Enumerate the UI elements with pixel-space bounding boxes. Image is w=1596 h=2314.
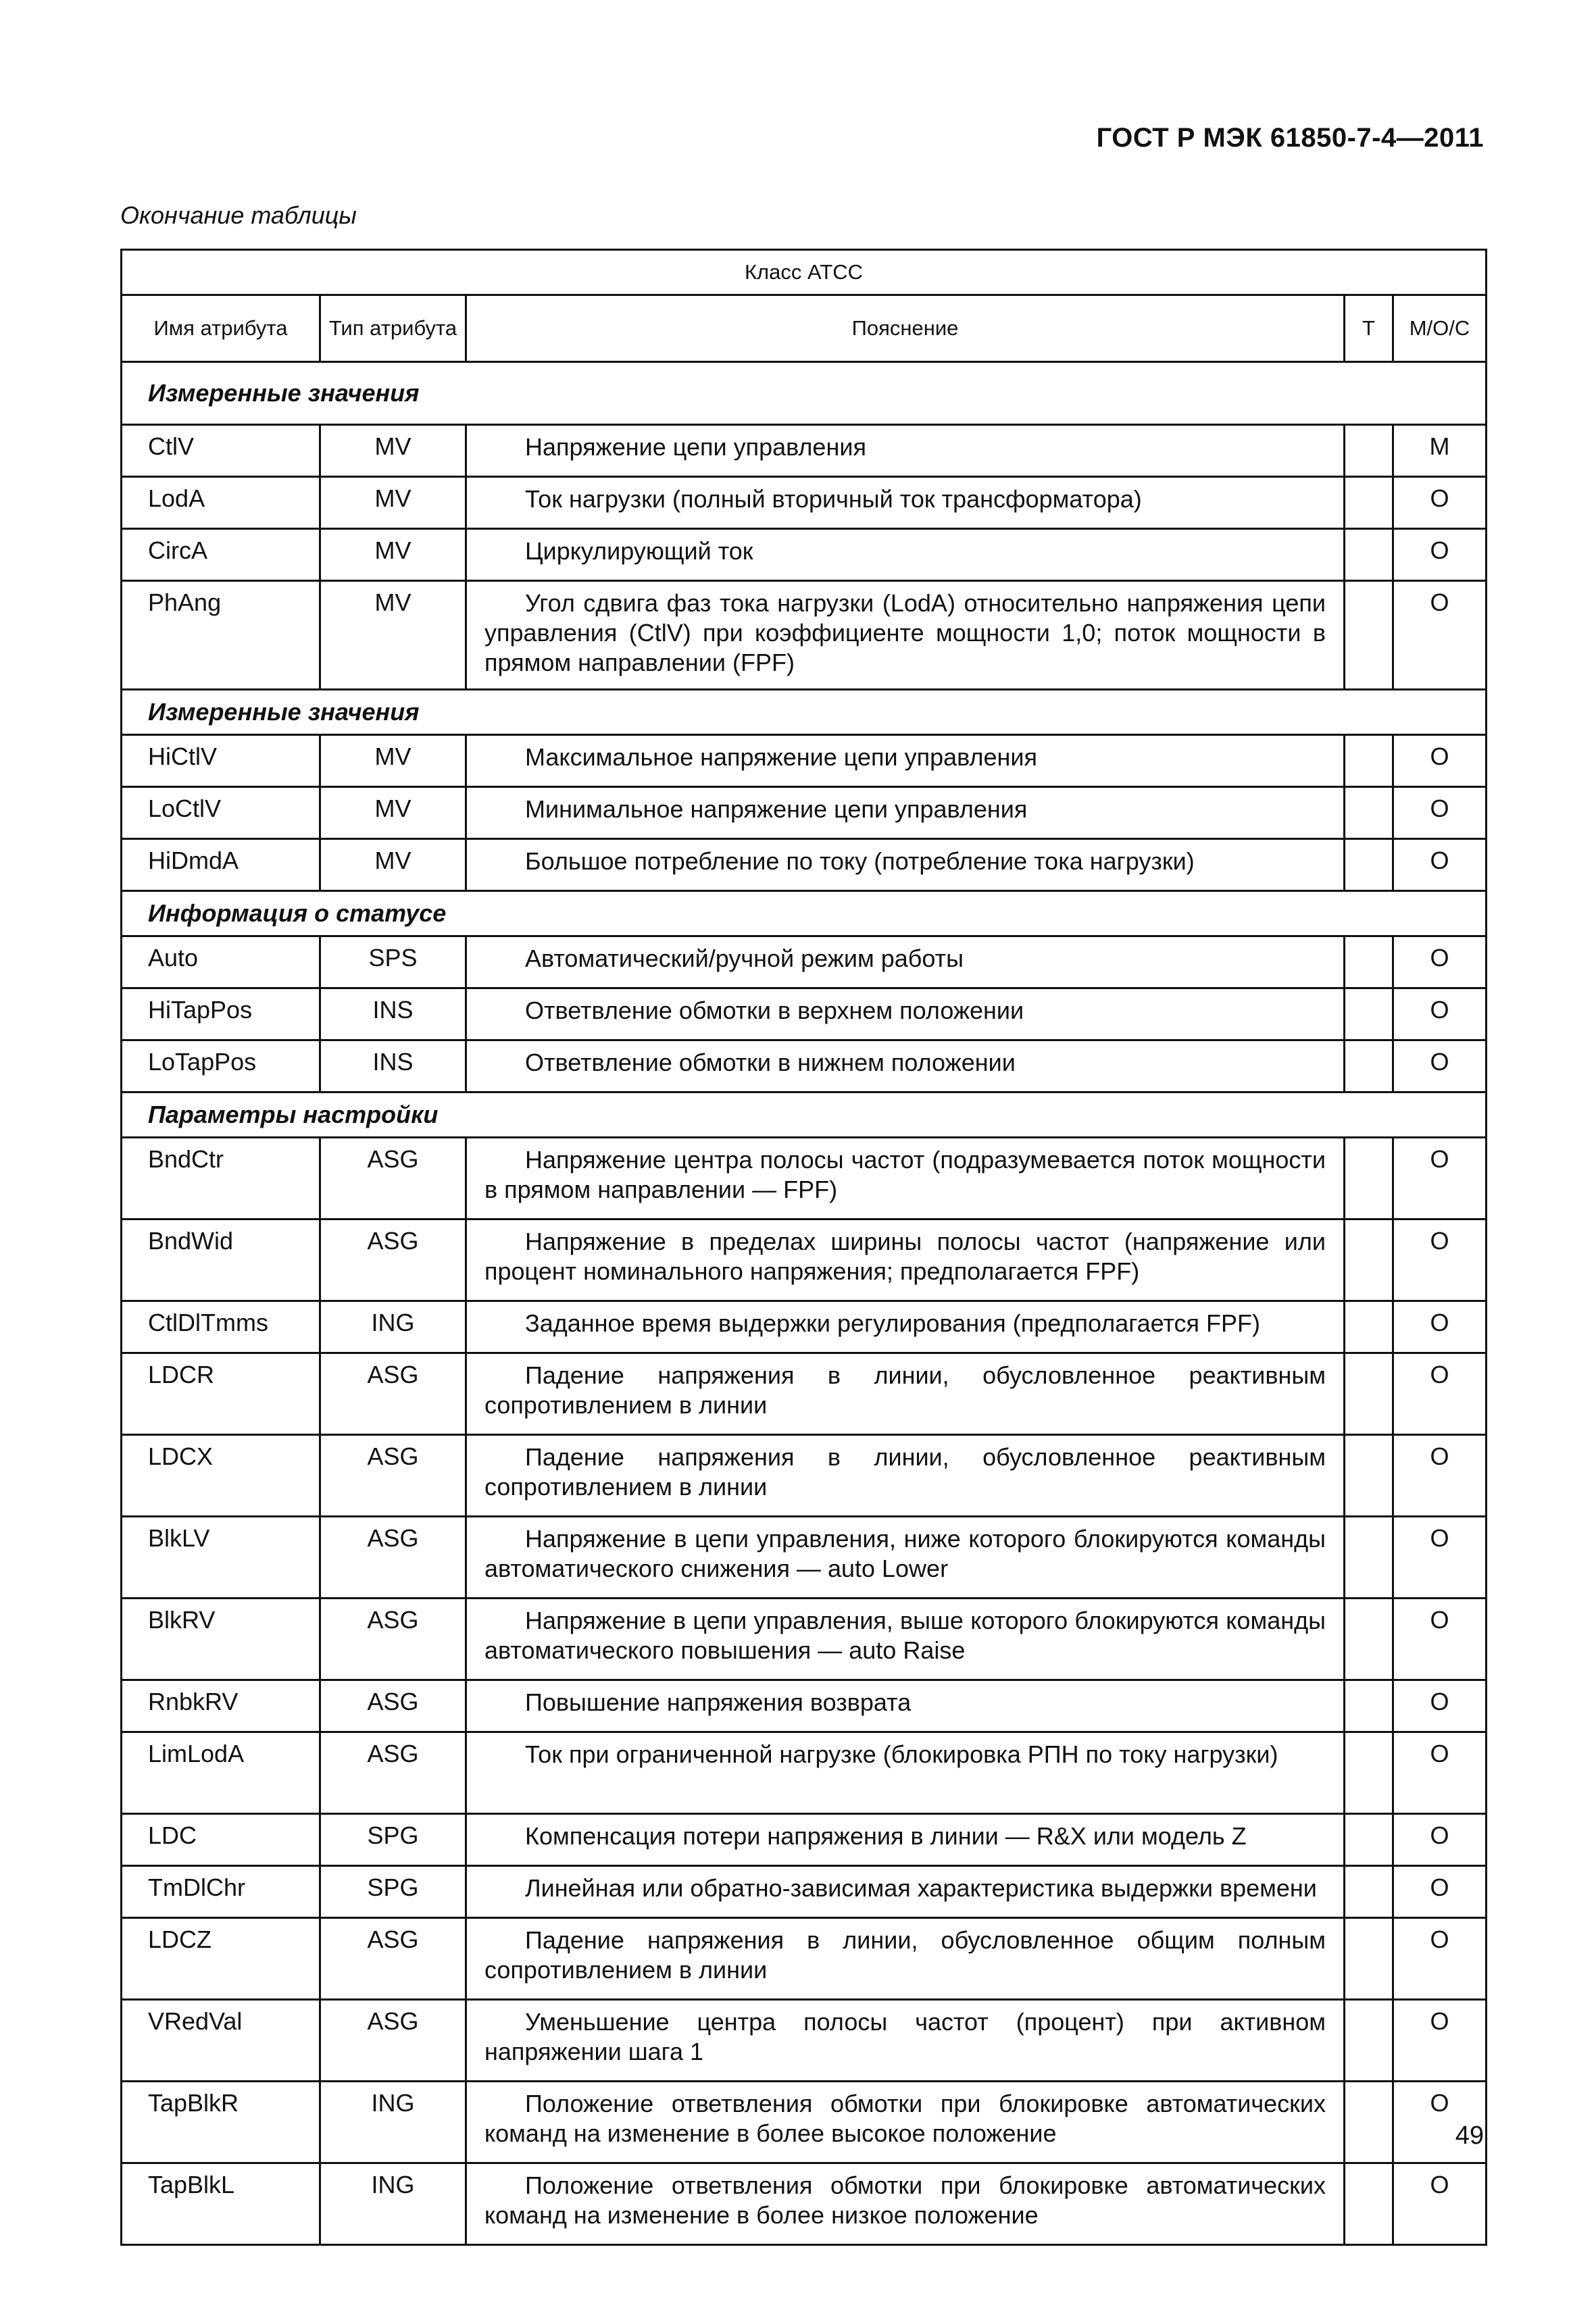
attribute-moc: O bbox=[1393, 1435, 1487, 1517]
attribute-name: LDCZ bbox=[122, 1918, 320, 2000]
attribute-moc: O bbox=[1393, 1599, 1487, 1680]
table-row bbox=[122, 1680, 1487, 1732]
explanation-text: Ответвление обмотки в верхнем положении bbox=[525, 997, 1024, 1024]
table-row bbox=[122, 1138, 1487, 1219]
explanation-text: Повышение напряжения возврата bbox=[525, 1688, 912, 1716]
explanation-text: Напряжение центра полосы частот (подразумевается поток мощности в прямом направлении — FPF) bbox=[484, 1146, 1326, 1203]
attribute-type: MV bbox=[320, 735, 466, 787]
table-row bbox=[122, 1517, 1487, 1599]
attribute-name: LDC bbox=[122, 1814, 320, 1866]
table-row bbox=[122, 735, 1487, 787]
explanation-text: Падение напряжения в линии, обусловленное реактивным сопротивлением в линии bbox=[484, 1443, 1326, 1501]
attribute-t bbox=[1345, 425, 1393, 477]
table-row bbox=[122, 988, 1487, 1040]
attribute-type: ASG bbox=[320, 1599, 466, 1680]
attribute-name: PhAng bbox=[122, 581, 320, 690]
attribute-type: SPS bbox=[320, 936, 466, 988]
attribute-name: BndWid bbox=[122, 1219, 320, 1301]
attribute-explanation bbox=[466, 2000, 1345, 2082]
attribute-moc: O bbox=[1393, 936, 1487, 988]
attribute-explanation bbox=[466, 2163, 1345, 2245]
explanation-text: Падение напряжения в линии, обусловленное общим полным сопротивлением в линии bbox=[484, 1926, 1326, 1984]
col-header-moc: M/O/C bbox=[1393, 295, 1487, 362]
attribute-explanation bbox=[466, 1517, 1345, 1599]
attribute-name: CtlV bbox=[122, 425, 320, 477]
attribute-name: TmDlChr bbox=[122, 1866, 320, 1918]
attribute-t bbox=[1345, 839, 1393, 891]
attribute-t bbox=[1345, 1680, 1393, 1732]
attribute-explanation bbox=[466, 1866, 1345, 1918]
attribute-explanation bbox=[466, 1040, 1345, 1092]
attribute-moc: O bbox=[1393, 1517, 1487, 1599]
attribute-explanation bbox=[466, 1138, 1345, 1219]
attribute-t bbox=[1345, 1301, 1393, 1353]
explanation-text: Компенсация потери напряжения в линии — R&X или модель Z bbox=[525, 1822, 1247, 1850]
attribute-type: ASG bbox=[320, 1353, 466, 1435]
table-row bbox=[122, 1866, 1487, 1918]
attribute-type: SPG bbox=[320, 1866, 466, 1918]
attribute-moc: O bbox=[1393, 1680, 1487, 1732]
attribute-explanation bbox=[466, 2082, 1345, 2163]
attribute-explanation bbox=[466, 1918, 1345, 2000]
explanation-text: Циркулирующий ток bbox=[525, 537, 753, 565]
attribute-type: ASG bbox=[320, 1219, 466, 1301]
attribute-t bbox=[1345, 1814, 1393, 1866]
attribute-explanation bbox=[466, 1599, 1345, 1680]
attribute-t bbox=[1345, 477, 1393, 529]
attribute-name: LoCtlV bbox=[122, 787, 320, 839]
attribute-type: MV bbox=[320, 787, 466, 839]
attribute-name: BlkLV bbox=[122, 1517, 320, 1599]
attribute-name: Auto bbox=[122, 936, 320, 988]
attribute-t bbox=[1345, 735, 1393, 787]
attribute-t bbox=[1345, 1732, 1393, 1814]
attribute-name: CircA bbox=[122, 529, 320, 581]
attribute-moc: O bbox=[1393, 529, 1487, 581]
attribute-type: ASG bbox=[320, 1517, 466, 1599]
section-title: Параметры настройки bbox=[122, 1092, 1487, 1138]
attribute-name: HiTapPos bbox=[122, 988, 320, 1040]
attribute-type: MV bbox=[320, 425, 466, 477]
attribute-type: MV bbox=[320, 581, 466, 690]
attribute-explanation bbox=[466, 787, 1345, 839]
table-row bbox=[122, 2163, 1487, 2245]
table-row bbox=[122, 581, 1487, 690]
explanation-text: Напряжение в цепи управления, выше которого блокируются команды автоматического повышения — auto Raise bbox=[484, 1607, 1326, 1664]
attribute-moc: O bbox=[1393, 581, 1487, 690]
attribute-moc: O bbox=[1393, 1814, 1487, 1866]
attribute-name: LimLodA bbox=[122, 1732, 320, 1814]
attribute-t bbox=[1345, 1353, 1393, 1435]
attribute-moc: O bbox=[1393, 1866, 1487, 1918]
explanation-text: Большое потребление по току (потребление тока нагрузки) bbox=[525, 847, 1195, 875]
attribute-t bbox=[1345, 1599, 1393, 1680]
attribute-type: INS bbox=[320, 1040, 466, 1092]
attribute-explanation bbox=[466, 1680, 1345, 1732]
attribute-moc: O bbox=[1393, 1040, 1487, 1092]
atcc-attribute-table bbox=[120, 249, 1487, 2246]
attribute-t bbox=[1345, 2082, 1393, 2163]
attribute-type: MV bbox=[320, 839, 466, 891]
attribute-moc: O bbox=[1393, 1353, 1487, 1435]
attribute-explanation bbox=[466, 1435, 1345, 1517]
attribute-moc: M bbox=[1393, 425, 1487, 477]
attribute-name: LodA bbox=[122, 477, 320, 529]
attribute-moc: O bbox=[1393, 477, 1487, 529]
explanation-text: Ток нагрузки (полный вторичный ток трансформатора) bbox=[525, 485, 1142, 513]
attribute-name: CtlDlTmms bbox=[122, 1301, 320, 1353]
attribute-name: BlkRV bbox=[122, 1599, 320, 1680]
attribute-name: VRedVal bbox=[122, 2000, 320, 2082]
table-row bbox=[122, 529, 1487, 581]
attribute-moc: O bbox=[1393, 1918, 1487, 2000]
attribute-moc: O bbox=[1393, 839, 1487, 891]
attribute-name: RnbkRV bbox=[122, 1680, 320, 1732]
attribute-name: TapBlkL bbox=[122, 2163, 320, 2245]
explanation-text: Напряжение в пределах ширины полосы частот (напряжение или процент номинального напряжения; предполагается FPF) bbox=[484, 1228, 1326, 1285]
explanation-text: Линейная или обратно-зависимая характеристика выдержки времени bbox=[525, 1874, 1317, 1902]
attribute-t bbox=[1345, 1138, 1393, 1219]
attribute-explanation bbox=[466, 988, 1345, 1040]
attribute-moc: O bbox=[1393, 2000, 1487, 2082]
attribute-type: ASG bbox=[320, 1138, 466, 1219]
col-header-explanation: Пояснение bbox=[466, 295, 1345, 362]
attribute-t bbox=[1345, 1866, 1393, 1918]
attribute-type: ING bbox=[320, 1301, 466, 1353]
attribute-name: HiDmdA bbox=[122, 839, 320, 891]
attribute-name: LoTapPos bbox=[122, 1040, 320, 1092]
attribute-type: MV bbox=[320, 477, 466, 529]
table-row bbox=[122, 1301, 1487, 1353]
attribute-moc: O bbox=[1393, 1219, 1487, 1301]
section-title: Измеренные значения bbox=[122, 690, 1487, 735]
attribute-explanation bbox=[466, 1814, 1345, 1866]
document-header: ГОСТ Р МЭК 61850-7-4—2011 bbox=[1096, 123, 1484, 153]
attribute-moc: O bbox=[1393, 2163, 1487, 2245]
attribute-explanation bbox=[466, 1301, 1345, 1353]
table-row bbox=[122, 1435, 1487, 1517]
col-header-t: T bbox=[1345, 295, 1393, 362]
attribute-moc: O bbox=[1393, 1301, 1487, 1353]
attribute-explanation bbox=[466, 936, 1345, 988]
attribute-t bbox=[1345, 1435, 1393, 1517]
attribute-name: LDCX bbox=[122, 1435, 320, 1517]
table-row bbox=[122, 1918, 1487, 2000]
explanation-text: Падение напряжения в линии, обусловленное реактивным сопротивлением в линии bbox=[484, 1361, 1326, 1419]
table-row bbox=[122, 477, 1487, 529]
explanation-text: Положение ответвления обмотки при блокировке автоматических команд на изменение в более высокое положение bbox=[484, 2090, 1326, 2147]
attribute-explanation bbox=[466, 425, 1345, 477]
attribute-explanation bbox=[466, 1732, 1345, 1814]
attribute-explanation bbox=[466, 839, 1345, 891]
explanation-text: Напряжение цепи управления bbox=[525, 433, 866, 461]
table-row bbox=[122, 839, 1487, 891]
attribute-type: INS bbox=[320, 988, 466, 1040]
attribute-explanation bbox=[466, 529, 1345, 581]
attribute-t bbox=[1345, 2000, 1393, 2082]
section-title: Информация о статусе bbox=[122, 891, 1487, 936]
attribute-type: SPG bbox=[320, 1814, 466, 1866]
attribute-moc: O bbox=[1393, 988, 1487, 1040]
attribute-t bbox=[1345, 1219, 1393, 1301]
attribute-moc: O bbox=[1393, 1138, 1487, 1219]
attribute-type: ASG bbox=[320, 1732, 466, 1814]
attribute-type: ASG bbox=[320, 1435, 466, 1517]
table-row bbox=[122, 1814, 1487, 1866]
table-row bbox=[122, 2082, 1487, 2163]
attribute-name: LDCR bbox=[122, 1353, 320, 1435]
explanation-text: Ответвление обмотки в нижнем положении bbox=[525, 1049, 1016, 1076]
table-row bbox=[122, 1353, 1487, 1435]
class-label: Класс ATCC bbox=[122, 250, 1487, 295]
table-row bbox=[122, 2000, 1487, 2082]
table-row bbox=[122, 1599, 1487, 1680]
table-row bbox=[122, 425, 1487, 477]
attribute-explanation bbox=[466, 581, 1345, 690]
page-number: 49 bbox=[1455, 2121, 1484, 2150]
explanation-text: Минимальное напряжение цепи управления bbox=[525, 795, 1028, 823]
attribute-moc: O bbox=[1393, 735, 1487, 787]
attribute-moc: O bbox=[1393, 1732, 1487, 1814]
explanation-text: Заданное время выдержки регулирования (предполагается FPF) bbox=[525, 1309, 1261, 1337]
table-row bbox=[122, 1219, 1487, 1301]
explanation-text: Положение ответвления обмотки при блокировке автоматических команд на изменение в более низкое положение bbox=[484, 2171, 1326, 2229]
attribute-name: HiCtlV bbox=[122, 735, 320, 787]
explanation-text: Максимальное напряжение цепи управления bbox=[525, 743, 1037, 771]
attribute-type: ING bbox=[320, 2082, 466, 2163]
attribute-t bbox=[1345, 2163, 1393, 2245]
attribute-type: ASG bbox=[320, 1680, 466, 1732]
table-row bbox=[122, 787, 1487, 839]
attribute-type: ASG bbox=[320, 1918, 466, 2000]
attribute-explanation bbox=[466, 1219, 1345, 1301]
attribute-t bbox=[1345, 1918, 1393, 2000]
attribute-explanation bbox=[466, 735, 1345, 787]
table-row bbox=[122, 1040, 1487, 1092]
attribute-type: MV bbox=[320, 529, 466, 581]
table-row bbox=[122, 936, 1487, 988]
attribute-t bbox=[1345, 1040, 1393, 1092]
explanation-text: Уменьшение центра полосы частот (процент) при активном напряжении шага 1 bbox=[484, 2008, 1326, 2065]
attribute-t bbox=[1345, 529, 1393, 581]
attribute-explanation bbox=[466, 1353, 1345, 1435]
attribute-name: BndCtr bbox=[122, 1138, 320, 1219]
attribute-t bbox=[1345, 988, 1393, 1040]
col-header-type-text: Тип атрибута bbox=[328, 316, 457, 340]
attribute-name: TapBlkR bbox=[122, 2082, 320, 2163]
attribute-moc: O bbox=[1393, 2082, 1487, 2163]
section-title: Измеренные значения bbox=[122, 362, 1487, 425]
table-caption: Окончание таблицы bbox=[120, 201, 357, 229]
explanation-text: Автоматический/ручной режим работы bbox=[525, 945, 964, 972]
attribute-t bbox=[1345, 787, 1393, 839]
attribute-t bbox=[1345, 936, 1393, 988]
explanation-text: Напряжение в цепи управления, ниже которого блокируются команды автоматического снижения — auto Lower bbox=[484, 1525, 1326, 1582]
attribute-explanation bbox=[466, 477, 1345, 529]
col-header-type bbox=[320, 295, 466, 362]
explanation-text: Ток при ограниченной нагрузке (блокировка РПН по току нагрузки) bbox=[525, 1740, 1278, 1768]
table-row bbox=[122, 1732, 1487, 1814]
attribute-t bbox=[1345, 1517, 1393, 1599]
attribute-type: ING bbox=[320, 2163, 466, 2245]
col-header-name: Имя атрибута bbox=[122, 295, 320, 362]
attribute-t bbox=[1345, 581, 1393, 690]
attribute-type: ASG bbox=[320, 2000, 466, 2082]
explanation-text: Угол сдвига фаз тока нагрузки (LodA) относительно напряжения цепи управления (CtlV) при коэффициенте мощности 1,0; поток мощности в прямом направлении (FPF) bbox=[484, 589, 1326, 676]
attribute-moc: O bbox=[1393, 787, 1487, 839]
